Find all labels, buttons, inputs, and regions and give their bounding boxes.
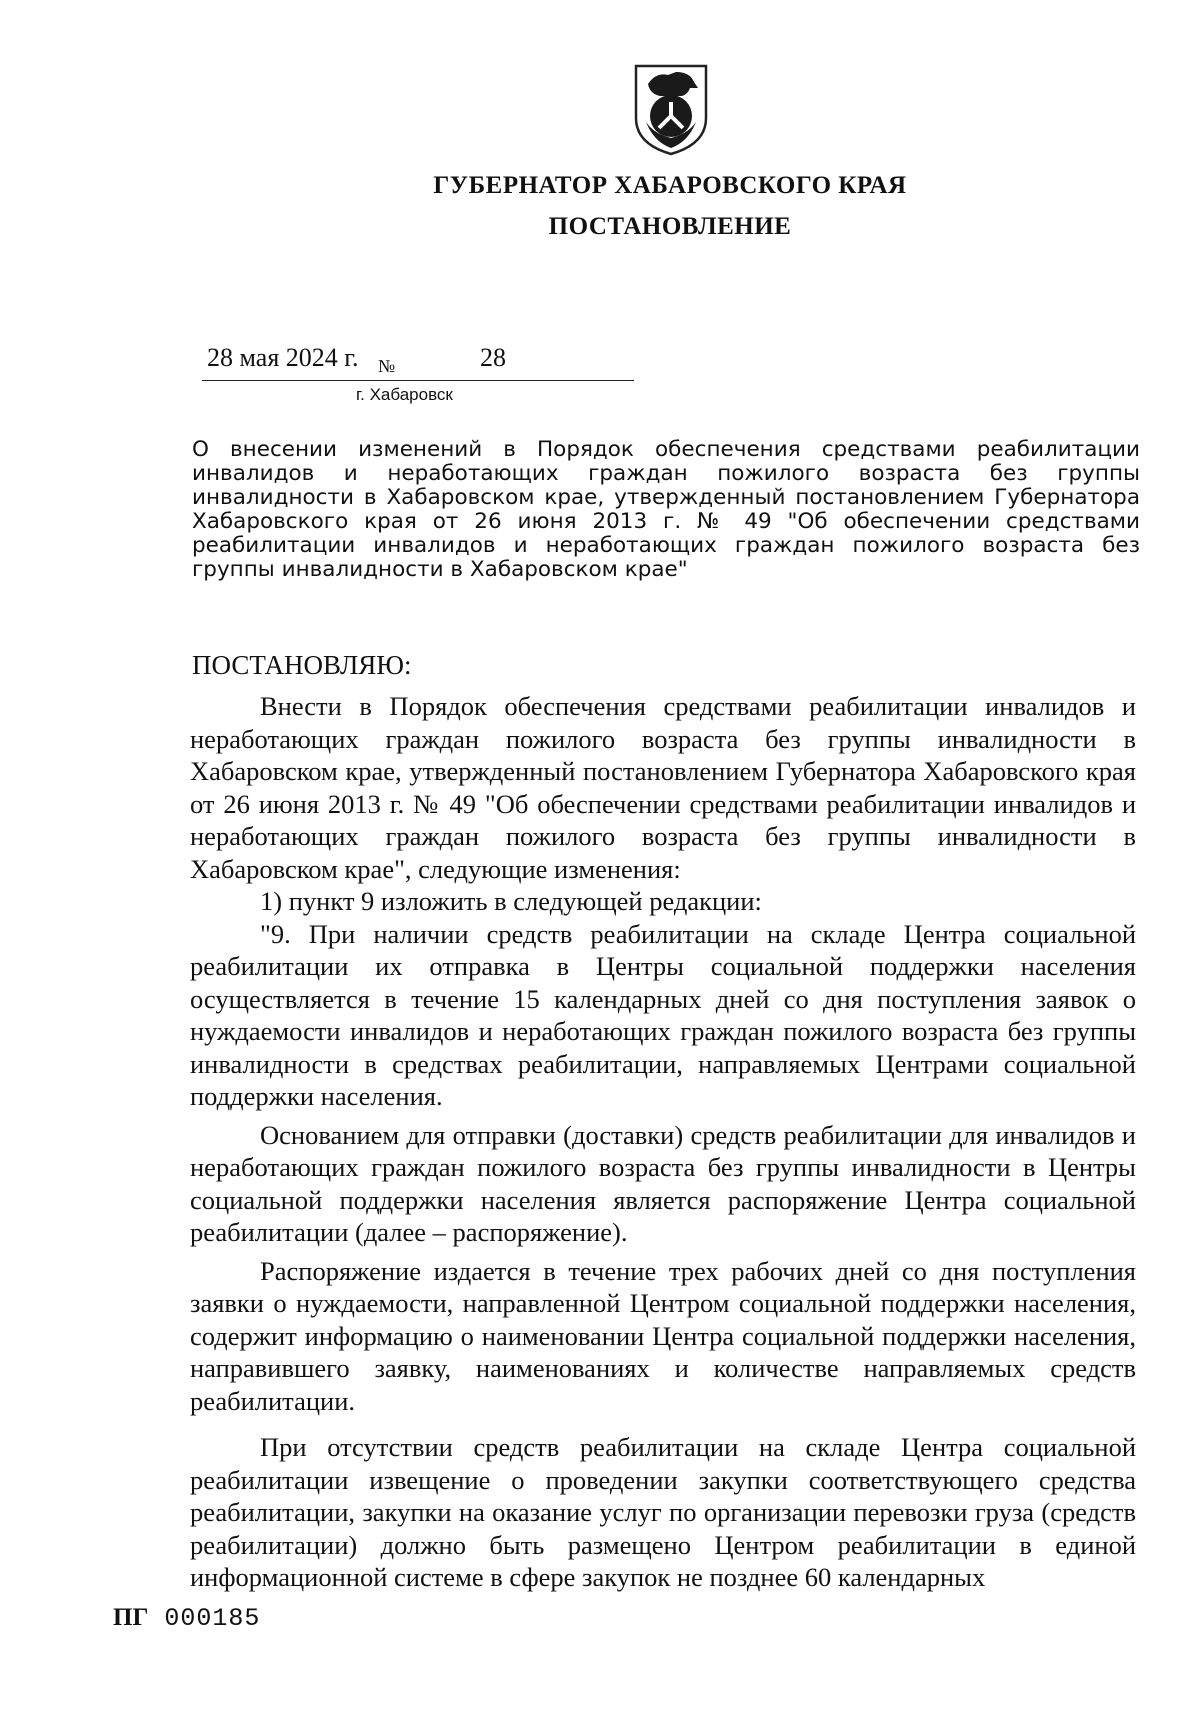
document-city: г. Хабаровск	[356, 385, 453, 404]
document-body	[190, 690, 1136, 1594]
document-date: 28 мая 2024 г.	[207, 343, 359, 372]
body-paragraph: 1) пункт 9 изложить в следующей редакции:	[260, 886, 762, 916]
document-subject: О внесении изменений в Порядок обеспечения средствами реабилитации инвалидов и неработающих граждан пожилого возраста без группы инвалидности в Хабаровском крае, утвержденный постановлением Губернатора Хабаровского края от 26 июня 2013 г. № 49 "Об обеспечении средствами реабилитации инвалидов и неработающих граждан пожилого возраста без группы инвалидности в Хабаровском крае"	[192, 437, 1140, 582]
form-serial-number	[113, 1604, 260, 1633]
document-type: ПОСТАНОВЛЕНИЕ	[548, 213, 792, 240]
form-series: ПГ	[113, 1604, 149, 1631]
decree-word: ПОСТАНОВЛЯЮ:	[192, 650, 412, 680]
body-paragraph: Распоряжение издается в течение трех рабочих дней со дня поступления заявки о нуждаемости, направленной Центром социальной поддержки населения, содержит информацию о наименовании Центра социальной поддержки населения, направившего заявку, наименованиях и количестве направляемых средств реабилитации.	[190, 1255, 1136, 1416]
body-paragraph: "9. При наличии средств реабилитации на складе Центра социальной реабилитации их отправка в Центры социальной поддержки населения осуществляется в течение 15 календарных дней со дня поступления заявок о нуждаемости инвалидов и неработающих граждан пожилого возраста без группы инвалидности в средствах реабилитации, направляемых Центрами социальной поддержки населения.	[190, 918, 1136, 1111]
form-serial: 000185	[164, 1604, 261, 1633]
number-sign: №	[378, 356, 396, 376]
requisites-underline	[202, 380, 634, 381]
body-paragraph: Основанием для отправки (доставки) средств реабилитации для инвалидов и неработающих граждан пожилого возраста без группы инвалидности в Центры социальной поддержки населения является распоряжение Центра социальной реабилитации (далее – распоряжение).	[190, 1119, 1136, 1247]
body-paragraph: При отсутствии средств реабилитации на складе Центра социальной реабилитации извещение о проведении закупки соответствующего средства реабилитации, закупки на оказание услуг по организации перевозки груза (средств реабилитации) должно быть размещено Центром реабилитации в единой информационной системе в сфере закупок не позднее 60 календарных	[190, 1432, 1136, 1592]
body-paragraph: Внести в Порядок обеспечения средствами реабилитации инвалидов и неработающих граждан пожилого возраста без группы инвалидности в Хабаровском крае, утвержденный постановлением Губернатора Хабаровского края от 26 июня 2013 г. № 49 "Об обеспечении средствами реабилитации инвалидов и неработающих граждан пожилого возраста без группы инвалидности в Хабаровском крае", следующие изменения:	[190, 691, 1136, 884]
document-number: 28	[480, 343, 506, 372]
issuer-title: ГУБЕРНАТОР ХАБАРОВСКОГО КРАЯ	[433, 172, 907, 199]
coat-of-arms-icon	[630, 58, 712, 158]
